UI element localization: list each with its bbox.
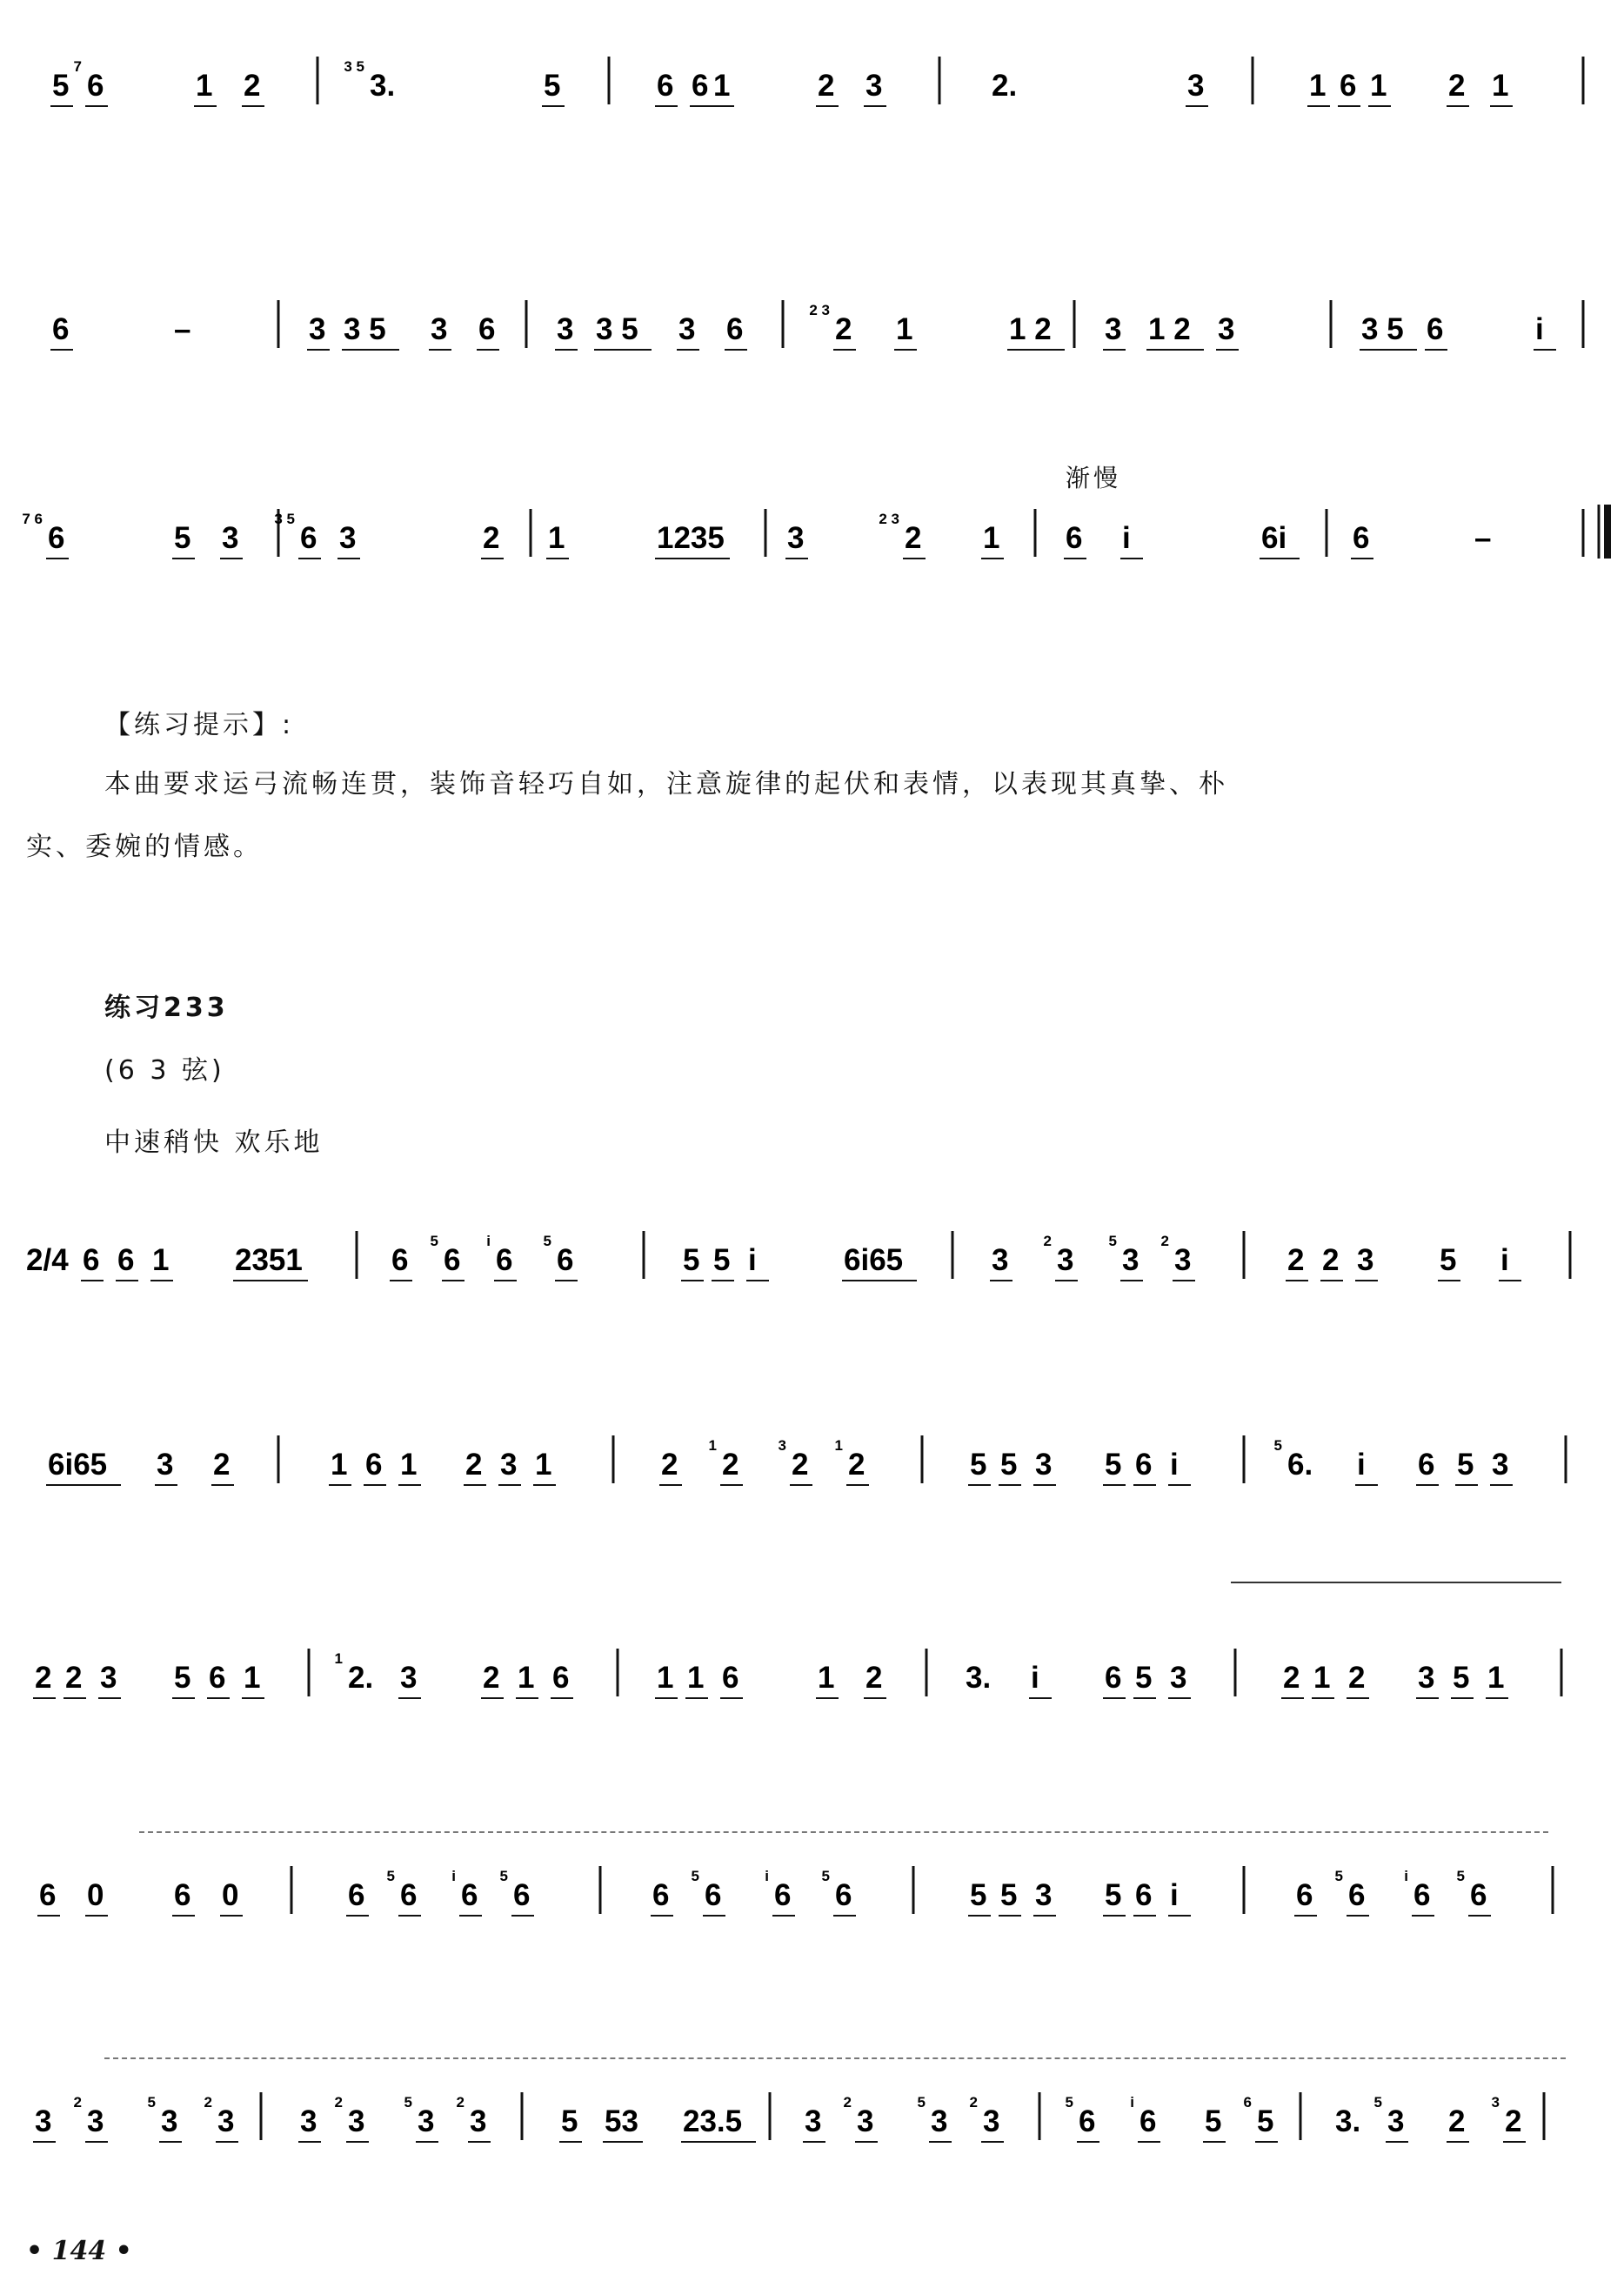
note: 6 bbox=[461, 1878, 478, 1912]
grace-note: 5 bbox=[430, 1233, 438, 1249]
grace-note: 2 bbox=[456, 2094, 464, 2111]
grace-note: 5 bbox=[691, 1868, 699, 1884]
note: 3 bbox=[470, 2104, 487, 2138]
note: 2 bbox=[1322, 1243, 1340, 1277]
grace-note: 5 bbox=[1065, 2094, 1073, 2111]
note: 5 bbox=[1205, 2104, 1222, 2138]
note: 1 bbox=[518, 1661, 535, 1695]
note: 6 bbox=[39, 1878, 57, 1912]
note: 3. bbox=[370, 69, 396, 103]
note: 5 bbox=[1000, 1878, 1018, 1912]
grace-note: 7 6 bbox=[22, 511, 43, 527]
note: 6 bbox=[552, 1661, 570, 1695]
note: 1 bbox=[1492, 69, 1509, 103]
note: 3 bbox=[857, 2104, 874, 2138]
note: 5 bbox=[1105, 1878, 1122, 1912]
note: 6 bbox=[726, 312, 744, 346]
note: 3 bbox=[1105, 312, 1122, 346]
note: 6 bbox=[348, 1878, 365, 1912]
note: i bbox=[1357, 1448, 1366, 1482]
note: 3 bbox=[678, 312, 696, 346]
note: i bbox=[1170, 1448, 1179, 1482]
note: 6 bbox=[400, 1878, 418, 1912]
grace-note: 5 bbox=[499, 1868, 508, 1884]
note: 1 bbox=[152, 1243, 170, 1277]
note: 6 bbox=[365, 1448, 383, 1482]
note: 1 bbox=[713, 69, 731, 103]
grace-note: 7 bbox=[73, 58, 82, 75]
note: 2 bbox=[244, 69, 261, 103]
grace-note: 5 bbox=[1108, 1233, 1117, 1249]
note: 2 bbox=[483, 521, 500, 555]
note: 5 bbox=[1457, 1448, 1474, 1482]
note: 6 bbox=[209, 1661, 226, 1695]
note: 2. bbox=[348, 1661, 374, 1695]
note: 3 bbox=[1357, 1243, 1374, 1277]
note: 1 bbox=[244, 1661, 261, 1695]
note: 3 bbox=[431, 312, 448, 346]
note: 6 bbox=[835, 1878, 852, 1912]
note: 6 bbox=[1079, 2104, 1096, 2138]
grace-note: 2 bbox=[204, 2094, 212, 2111]
grace-note: 6 bbox=[1243, 2094, 1252, 2111]
grace-note: 2 bbox=[1043, 1233, 1052, 1249]
note: 6i bbox=[1261, 521, 1287, 555]
note: 5 bbox=[713, 1243, 731, 1277]
note: 6 bbox=[496, 1243, 513, 1277]
note: 6 bbox=[1348, 1878, 1366, 1912]
grace-note: 5 bbox=[821, 1868, 830, 1884]
note: 2 bbox=[835, 312, 852, 346]
note: 6 bbox=[705, 1878, 722, 1912]
grace-note: 3 5 bbox=[344, 58, 364, 75]
note: 6 bbox=[300, 521, 317, 555]
note: – bbox=[1474, 521, 1492, 555]
note: 3 5 bbox=[596, 312, 638, 346]
note: 3 bbox=[1218, 312, 1235, 346]
note: 3 bbox=[1122, 1243, 1139, 1277]
note: i bbox=[1535, 312, 1544, 346]
note: 3 bbox=[87, 2104, 104, 2138]
note: 3 bbox=[1174, 1243, 1192, 1277]
note: 2 bbox=[213, 1448, 231, 1482]
note: 6i65 bbox=[48, 1448, 108, 1482]
grace-note: 5 bbox=[147, 2094, 156, 2111]
note: 5 bbox=[1440, 1243, 1457, 1277]
note: 5 bbox=[174, 1661, 191, 1695]
note: 3 bbox=[161, 2104, 178, 2138]
note: 6 bbox=[391, 1243, 409, 1277]
grace-note: 2 bbox=[843, 2094, 852, 2111]
note: 3 bbox=[1418, 1661, 1435, 1695]
note: 6 bbox=[48, 521, 65, 555]
note: 1 bbox=[818, 1661, 835, 1695]
note: 3 bbox=[157, 1448, 174, 1482]
note: 6 bbox=[774, 1878, 792, 1912]
note: 1 bbox=[548, 521, 565, 555]
grace-note: 5 bbox=[917, 2094, 926, 2111]
grace-note: i bbox=[1130, 2094, 1134, 2111]
note: 1 2 bbox=[1009, 312, 1052, 346]
note: 6 bbox=[444, 1243, 461, 1277]
note: 5 bbox=[1257, 2104, 1274, 2138]
note: 6 bbox=[52, 312, 70, 346]
note: 5 bbox=[561, 2104, 578, 2138]
note: 6 bbox=[1470, 1878, 1487, 1912]
note: 1 2 bbox=[1148, 312, 1191, 346]
note: 6 bbox=[1139, 2104, 1157, 2138]
note: 5 bbox=[1135, 1661, 1153, 1695]
note: 6 bbox=[657, 69, 674, 103]
exercise-tempo: 中速稍快 欢乐地 bbox=[104, 1127, 324, 1158]
note: 1 bbox=[400, 1448, 418, 1482]
note: 3 bbox=[865, 69, 883, 103]
note: 2 bbox=[1448, 2104, 1466, 2138]
note: 3 bbox=[418, 2104, 435, 2138]
note: 5 bbox=[1105, 1448, 1122, 1482]
grace-note: 5 bbox=[1334, 1868, 1343, 1884]
note: 5 bbox=[174, 521, 191, 555]
note: 2351 bbox=[235, 1243, 303, 1277]
note: 5 bbox=[970, 1878, 987, 1912]
grace-note: 3 bbox=[778, 1437, 786, 1454]
note: 2 bbox=[465, 1448, 483, 1482]
note: i bbox=[1170, 1878, 1179, 1912]
grace-note: 1 bbox=[334, 1650, 343, 1667]
note: 2 bbox=[722, 1448, 739, 1482]
note: 6. bbox=[1287, 1448, 1313, 1482]
note: 3 5 bbox=[1361, 312, 1404, 346]
note: 6 bbox=[1135, 1878, 1153, 1912]
note: 1 bbox=[983, 521, 1000, 555]
grace-note: 1 bbox=[834, 1437, 843, 1454]
note: 1 bbox=[1370, 69, 1387, 103]
practice-tips-line-2: 实、委婉的情感。 bbox=[26, 832, 263, 862]
note: 1235 bbox=[657, 521, 725, 555]
note: 3 bbox=[805, 2104, 822, 2138]
note: 1 bbox=[196, 69, 213, 103]
note: 6 bbox=[83, 1243, 100, 1277]
grace-note: 2 bbox=[334, 2094, 343, 2111]
note: 2 bbox=[848, 1448, 865, 1482]
note: 3 bbox=[1492, 1448, 1509, 1482]
note: 5 bbox=[683, 1243, 700, 1277]
note: 3 bbox=[931, 2104, 948, 2138]
grace-note: 5 bbox=[1273, 1437, 1282, 1454]
grace-note: i bbox=[486, 1233, 491, 1249]
note: 6 bbox=[1105, 1661, 1122, 1695]
note: 2 bbox=[818, 69, 835, 103]
note: 5 bbox=[544, 69, 561, 103]
note: 2 bbox=[1287, 1243, 1305, 1277]
grace-note: 5 bbox=[404, 2094, 412, 2111]
note: 6 bbox=[1340, 69, 1357, 103]
note: 3. bbox=[1335, 2104, 1361, 2138]
note: 2 bbox=[1348, 1661, 1366, 1695]
note: 6 bbox=[557, 1243, 574, 1277]
note: 1 bbox=[687, 1661, 705, 1695]
note: 6 bbox=[652, 1878, 670, 1912]
note: – bbox=[174, 312, 191, 346]
note: 3 bbox=[400, 1661, 418, 1695]
note: 0 bbox=[222, 1878, 239, 1912]
note: 2 bbox=[865, 1661, 883, 1695]
note: 3 bbox=[1187, 69, 1205, 103]
practice-tips-title: 【练习提示】: bbox=[104, 710, 295, 740]
note: 53 bbox=[605, 2104, 638, 2138]
note: i bbox=[1500, 1243, 1509, 1277]
note: 5 bbox=[1453, 1661, 1470, 1695]
grace-note: i bbox=[1404, 1868, 1408, 1884]
note: 2 bbox=[35, 1661, 52, 1695]
note: 2 bbox=[65, 1661, 83, 1695]
exercise-tuning: (6 3 弦) bbox=[104, 1055, 225, 1086]
note: 2 bbox=[905, 521, 922, 555]
note: 6 bbox=[1427, 312, 1444, 346]
note: 1 bbox=[1313, 1661, 1331, 1695]
note: 2 bbox=[1505, 2104, 1522, 2138]
exercise-title: 练习233 bbox=[104, 993, 229, 1023]
grace-note: 3 5 bbox=[274, 511, 295, 527]
note: 2 bbox=[1283, 1661, 1300, 1695]
note: 2 bbox=[1448, 69, 1466, 103]
note: 6 bbox=[1066, 521, 1083, 555]
note: 6 bbox=[1135, 1448, 1153, 1482]
note: 3 bbox=[309, 312, 326, 346]
note: 2 bbox=[483, 1661, 500, 1695]
grace-note: 2 bbox=[1160, 1233, 1169, 1249]
note: 3 bbox=[348, 2104, 365, 2138]
note: 6 bbox=[478, 312, 496, 346]
note: 2. bbox=[992, 69, 1018, 103]
note: 3 bbox=[300, 2104, 317, 2138]
note: 6 bbox=[1296, 1878, 1313, 1912]
note: 3 bbox=[100, 1661, 117, 1695]
note: 3 bbox=[500, 1448, 518, 1482]
note: 3 bbox=[983, 2104, 1000, 2138]
note: 6 bbox=[1353, 521, 1370, 555]
grace-note: 2 bbox=[73, 2094, 82, 2111]
note: 1 bbox=[331, 1448, 348, 1482]
note: 3 bbox=[222, 521, 239, 555]
note: 3 bbox=[339, 521, 357, 555]
note: 6 bbox=[1413, 1878, 1431, 1912]
note: 5 bbox=[1000, 1448, 1018, 1482]
note: i bbox=[1122, 521, 1131, 555]
note: 2 bbox=[792, 1448, 809, 1482]
grace-note: i bbox=[765, 1868, 769, 1884]
note: 3. bbox=[966, 1661, 992, 1695]
grace-note: 5 bbox=[1456, 1868, 1465, 1884]
note: 3 bbox=[557, 312, 574, 346]
grace-note: 2 bbox=[969, 2094, 978, 2111]
note: 2 bbox=[661, 1448, 678, 1482]
grace-note: i bbox=[451, 1868, 456, 1884]
note: 6 bbox=[513, 1878, 531, 1912]
note: 6 bbox=[87, 69, 104, 103]
note: 3 bbox=[217, 2104, 235, 2138]
note: 6 bbox=[722, 1661, 739, 1695]
note: 0 bbox=[87, 1878, 104, 1912]
note: 1 bbox=[657, 1661, 674, 1695]
practice-tips-line-1: 本曲要求运弓流畅连贯，装饰音轻巧自如，注意旋律的起伏和表情，以表现其真挚、朴 bbox=[104, 769, 1228, 799]
dashed-extension-line bbox=[139, 1831, 1548, 1833]
grace-note: 2 3 bbox=[879, 511, 899, 527]
grace-note: 3 bbox=[1491, 2094, 1500, 2111]
grace-note: 1 bbox=[708, 1437, 717, 1454]
note: 5 bbox=[970, 1448, 987, 1482]
note: 3 bbox=[1170, 1661, 1187, 1695]
note: 6i65 bbox=[844, 1243, 904, 1277]
grace-note: 2 3 bbox=[809, 302, 830, 318]
note: 1 bbox=[1309, 69, 1327, 103]
note: 6 bbox=[174, 1878, 191, 1912]
note: 3 bbox=[1057, 1243, 1074, 1277]
note: 3 bbox=[1035, 1878, 1053, 1912]
note: i bbox=[748, 1243, 757, 1277]
note: 1 bbox=[896, 312, 913, 346]
volta-bracket bbox=[1231, 1582, 1561, 1583]
note: 3 bbox=[992, 1243, 1009, 1277]
note: 2/4 bbox=[26, 1243, 69, 1277]
note: 1 bbox=[535, 1448, 552, 1482]
note: 6 bbox=[117, 1243, 135, 1277]
note: 5 bbox=[52, 69, 70, 103]
grace-note: 5 bbox=[386, 1868, 395, 1884]
note: 3 bbox=[787, 521, 805, 555]
page-number: • 144 • bbox=[26, 2236, 132, 2266]
note: 3 bbox=[1387, 2104, 1405, 2138]
note: 6 bbox=[692, 69, 709, 103]
note: 3 bbox=[35, 2104, 52, 2138]
tempo-gradually-slower: 渐慢 bbox=[1066, 464, 1122, 492]
grace-note: 5 bbox=[1373, 2094, 1382, 2111]
dashed-extension-line bbox=[104, 2057, 1566, 2059]
note: i bbox=[1031, 1661, 1039, 1695]
note: 23.5 bbox=[683, 2104, 743, 2138]
note: 6 bbox=[1418, 1448, 1435, 1482]
note: 3 5 bbox=[344, 312, 386, 346]
note: 3 bbox=[1035, 1448, 1053, 1482]
grace-note: 5 bbox=[543, 1233, 551, 1249]
note: 1 bbox=[1487, 1661, 1505, 1695]
